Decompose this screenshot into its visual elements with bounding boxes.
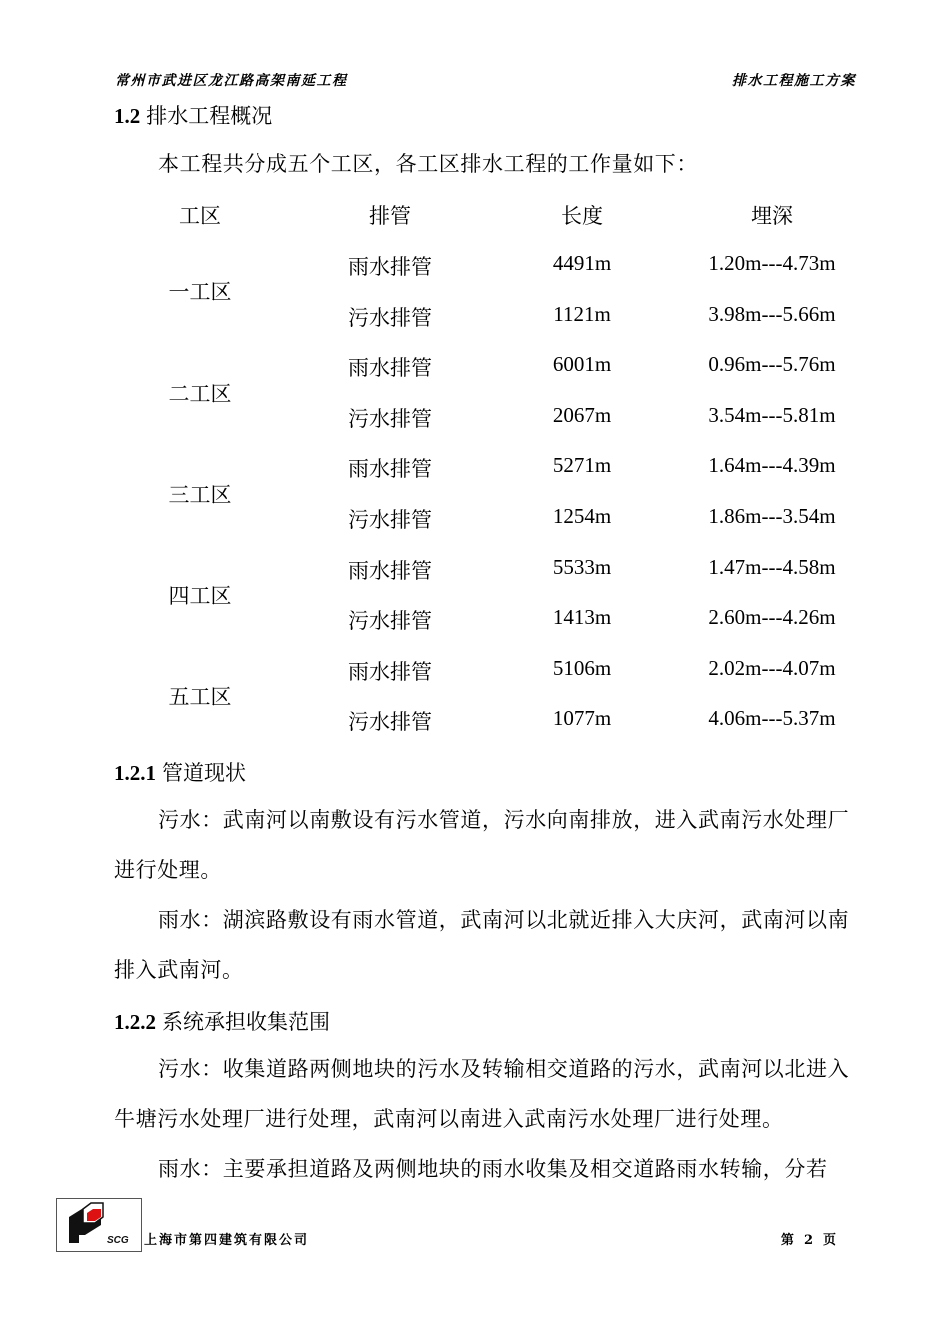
section-heading-1-2 [114, 100, 272, 130]
scope-rain-paragraph: 雨水：主要承担道路及两侧地块的雨水收集及相交道路雨水转输，分若 [158, 1157, 828, 1181]
zone-name-cell: 四工区 [168, 583, 232, 608]
pipe-length-cell: 5271m [552, 453, 612, 478]
table-header-cell: 排管 [369, 204, 411, 228]
section-number: 1.2.2 [114, 1010, 156, 1034]
pipe-length-cell: 1121m [553, 301, 611, 326]
section-number: 1.2.1 [114, 761, 156, 785]
status-rain-paragraph: 雨水：湖滨路敷设有雨水管道，武南河以北就近排入大庆河，武南河以南排入武南河。 [114, 908, 850, 982]
header-document-title: 排水工程施工方案 [732, 73, 856, 89]
pipe-type-cell: 污水排管 [348, 508, 432, 532]
pipe-depth-cell: 1.64m---4.39m [708, 453, 836, 478]
footer-company-name: 上海市第四建筑有限公司 [144, 1233, 310, 1248]
pipe-depth-cell: 1.20m---4.73m [708, 251, 836, 275]
page-suffix: 页 [822, 1233, 838, 1248]
pipe-type-cell: 污水排管 [348, 406, 432, 431]
table-header-cell: 埋深 [751, 204, 793, 228]
pipe-depth-cell: 4.06m---5.37m [708, 706, 836, 731]
pipe-type-cell: 雨水排管 [348, 356, 432, 381]
pipe-depth-cell: 2.02m---4.07m [708, 655, 836, 680]
pipe-length-cell: 6001m [552, 352, 612, 377]
pipe-length-cell: 5533m [552, 554, 612, 579]
pipe-type-cell: 雨水排管 [348, 457, 432, 482]
section-heading-1-2-2 [114, 1006, 330, 1036]
logo-text: SCG [107, 1235, 129, 1246]
pipe-depth-cell: 0.96m---5.76m [708, 352, 836, 377]
zone-name-cell: 二工区 [168, 381, 232, 406]
pipe-length-cell: 1077m [552, 706, 612, 731]
table-header-cell: 工区 [179, 204, 221, 228]
pipe-length-cell: 2067m [552, 402, 612, 427]
section-title: 排水工程概况 [146, 104, 273, 128]
section-title: 系统承担收集范围 [162, 1010, 330, 1034]
pipe-type-cell: 污水排管 [348, 609, 432, 634]
scope-sewage-paragraph: 污水：收集道路两侧地块的污水及转输相交道路的污水，武南河以北进入牛塘污水处理厂进行处理，武南河以南进入武南污水处理厂进行处理。 [114, 1057, 850, 1131]
section-number: 1.2 [114, 104, 141, 128]
status-sewage-paragraph: 污水：武南河以南敷设有污水管道，污水向南排放，进入武南污水处理厂进行处理。 [114, 808, 850, 882]
pipe-length-cell: 1254m [552, 504, 612, 528]
pipe-length-cell: 1413m [552, 605, 612, 630]
section-heading-1-2-1 [114, 757, 246, 787]
footer-page-number [777, 1229, 842, 1248]
pipe-depth-cell: 3.98m---5.66m [708, 301, 836, 326]
pipe-type-cell: 雨水排管 [348, 659, 432, 684]
zone-name-cell: 三工区 [168, 482, 232, 507]
company-logo [56, 1198, 142, 1252]
intro-paragraph: 本工程共分成五个工区，各工区排水工程的工作量如下： [158, 152, 698, 176]
header-project-title: 常州市武进区龙江路高架南延工程 [115, 73, 348, 89]
pipe-depth-cell: 1.47m---4.58m [708, 554, 836, 579]
pipe-depth-cell: 1.86m---3.54m [708, 504, 836, 528]
page-num: 2 [803, 1233, 815, 1248]
section-title: 管道现状 [162, 761, 246, 785]
pipe-type-cell: 污水排管 [348, 710, 432, 735]
pipe-depth-cell: 2.60m---4.26m [708, 605, 836, 630]
page-prefix: 第 [780, 1233, 796, 1248]
pipe-type-cell: 雨水排管 [348, 255, 432, 279]
pipe-length-cell: 5106m [552, 655, 612, 680]
pipe-length-cell: 4491m [552, 251, 612, 275]
pipe-depth-cell: 3.54m---5.81m [708, 402, 836, 427]
pipe-type-cell: 污水排管 [348, 305, 432, 330]
pipe-type-cell: 雨水排管 [348, 558, 432, 583]
zone-name-cell: 一工区 [168, 280, 232, 305]
zone-name-cell: 五工区 [168, 685, 232, 710]
table-header-cell: 长度 [561, 204, 603, 228]
